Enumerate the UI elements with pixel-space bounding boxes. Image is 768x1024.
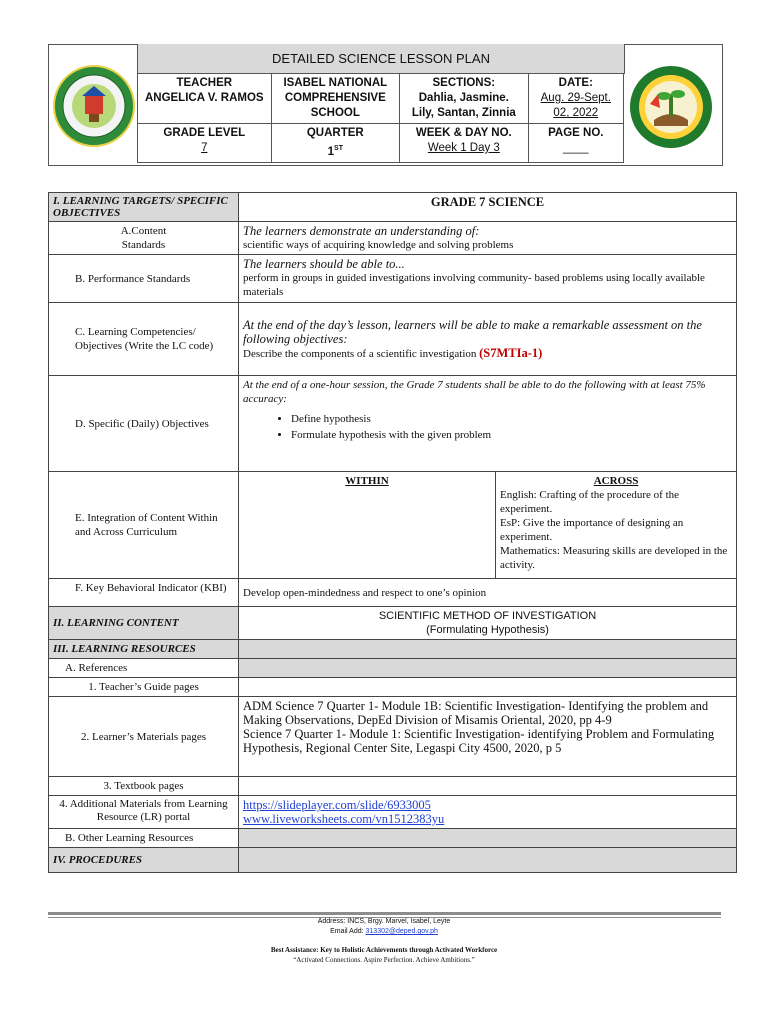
references-label: A. References xyxy=(49,659,239,678)
performance-intro: The learners should be able to... xyxy=(243,257,405,271)
lesson-plan-table xyxy=(48,192,737,873)
label-line: Standards xyxy=(121,239,166,251)
footer-address: Address: INCS, Brgy. Marvel, Isabel, Leyte xyxy=(317,918,451,925)
performance-standards-value xyxy=(239,255,737,303)
across-item: English: Crafting of the procedure of the experiment. xyxy=(500,489,680,515)
school-cell xyxy=(271,74,400,124)
specific-objectives-label: D. Specific (Daily) Objectives xyxy=(49,376,239,472)
page-cell xyxy=(528,124,623,163)
across-item: Mathematics: Measuring skills are developed in the activity. xyxy=(500,545,728,571)
page-label: PAGE NO. xyxy=(548,127,604,139)
school-line: SCHOOL xyxy=(310,107,360,119)
lc-code: (S7MTIa-1) xyxy=(479,345,543,360)
date-cell xyxy=(528,74,623,124)
quarter-cell xyxy=(271,124,400,163)
across-heading: ACROSS xyxy=(593,475,639,487)
list-item: • Formulate hypothesis with the given problem xyxy=(291,428,732,442)
learners-materials-value xyxy=(239,697,737,777)
learning-content-value xyxy=(239,607,737,640)
competencies-intro: At the end of the day’s lesson, learners will be able to make a remarkable assessment on the following objectives: xyxy=(243,317,702,346)
liveworksheets-link[interactable]: www.liveworksheets.com/vn1512383yu xyxy=(243,812,445,826)
week-cell xyxy=(400,124,529,163)
slideplayer-link[interactable]: https://slideplayer.com/slide/6933005 xyxy=(243,798,431,812)
header-info-grid xyxy=(137,73,624,163)
within-cell xyxy=(239,472,496,579)
sections-cell xyxy=(400,74,529,124)
sections-label: SECTIONS: xyxy=(432,77,496,89)
grade-level-value: 7 xyxy=(201,142,208,154)
teacher-name: ANGELICA V. RAMOS xyxy=(144,92,264,104)
footer-motto: Best Assistance: Key to Holistic Achievements through Activated Workforce xyxy=(270,946,498,954)
school-line: ISABEL NATIONAL xyxy=(283,77,388,89)
kbi-label: F. Key Behavioral Indicator (KBI) xyxy=(49,579,239,607)
page-value: ____ xyxy=(562,142,589,154)
learning-competencies-value xyxy=(239,303,737,376)
standards-text: scientific ways of acquiring knowledge and solving problems xyxy=(243,239,514,251)
other-resources-fill xyxy=(239,829,737,848)
performance-text: perform in groups in guided investigations involving community- based problems using locally available materials xyxy=(243,272,705,298)
material-entry: Science 7 Quarter 1- Module 1: Scientific Investigation- identifying Problem and Formulating Hypothesis, Regional Center Site, Legaspi City 4500, 2020, p 5 xyxy=(243,727,715,755)
teacher-label: TEACHER xyxy=(176,77,233,89)
material-entry: ADM Science 7 Quarter 1- Module 1B: Scientific Investigation- Identifying the problem and Making Observations, DepEd Division of Misamis Oriental, 2020, pp 4-9 xyxy=(243,699,709,727)
within-heading: WITHIN xyxy=(345,475,389,487)
across-cell xyxy=(496,472,737,579)
grade-level-cell xyxy=(138,124,272,163)
date-value: Aug. 29-Sept. xyxy=(540,92,611,104)
content-title: SCIENTIFIC METHOD OF INVESTIGATION xyxy=(378,610,597,622)
sections-value: Dahlia, Jasmine. xyxy=(418,92,509,104)
label-line: A.Content xyxy=(120,225,167,237)
footer-tagline: “Activated Connections. Aspire Perfection. Achieve Ambitions.” xyxy=(293,956,475,964)
content-standards-label xyxy=(49,222,239,255)
kbi-value: Develop open-mindedness and respect to one’s opinion xyxy=(239,579,737,607)
school-seal-logo xyxy=(52,64,136,148)
teacher-cell xyxy=(138,74,272,124)
project-bakhaw-logo xyxy=(628,64,714,150)
additional-materials-label: 4. Additional Materials from Learning Resource (LR) portal xyxy=(49,796,239,829)
section-learning-content: II. LEARNING CONTENT xyxy=(49,607,239,640)
footer-rule xyxy=(48,912,721,915)
textbook-value xyxy=(239,777,737,796)
teachers-guide-label: 1. Teacher’s Guide pages xyxy=(49,678,239,697)
footer-email xyxy=(0,928,768,935)
email-label: Email Add: xyxy=(330,928,366,935)
standards-intro: The learners demonstrate an understanding of: xyxy=(243,224,480,238)
sections-value: Lily, Santan, Zinnia xyxy=(411,107,516,119)
section-learning-targets: I. LEARNING TARGETS/ SPECIFIC OBJECTIVES xyxy=(49,193,239,222)
procedures-fill xyxy=(239,848,737,873)
learners-materials-label: 2. Learner’s Materials pages xyxy=(49,697,239,777)
performance-standards-label: B. Performance Standards xyxy=(49,255,239,303)
section-procedures: IV. PROCEDURES xyxy=(49,848,239,873)
teachers-guide-value xyxy=(239,678,737,697)
list-item: • Define hypothesis xyxy=(291,412,732,426)
grade-level-label: GRADE LEVEL xyxy=(163,127,246,139)
content-subtitle: (Formulating Hypothesis) xyxy=(426,624,549,636)
specific-objectives-value xyxy=(239,376,737,472)
additional-materials-value xyxy=(239,796,737,829)
integration-label: E. Integration of Content Within and Across Curriculum xyxy=(49,472,239,579)
quarter-sup: ST xyxy=(334,145,343,152)
across-item: EsP: Give the importance of designing an experiment. xyxy=(500,517,684,543)
objectives-intro: At the end of a one-hour session, the Grade 7 students shall be able to do the following with at least 75% accuracy: xyxy=(243,379,706,405)
week-label: WEEK & DAY NO. xyxy=(415,127,512,139)
section-learning-resources: III. LEARNING RESOURCES xyxy=(49,640,239,659)
date-label: DATE: xyxy=(558,77,593,89)
school-line: COMPREHENSIVE xyxy=(284,92,386,104)
grade-science-heading: GRADE 7 SCIENCE xyxy=(239,193,737,222)
references-fill xyxy=(239,659,737,678)
competencies-text: Describe the components of a scientific investigation xyxy=(243,347,480,360)
section-fill xyxy=(239,640,737,659)
date-value: 02, 2022 xyxy=(553,107,599,119)
quarter-label: QUARTER xyxy=(306,127,364,139)
textbook-label: 3. Textbook pages xyxy=(49,777,239,796)
quarter-value: 1 xyxy=(327,145,335,158)
email-link[interactable]: 313302@deped.gov.ph xyxy=(365,928,438,935)
objectives-list xyxy=(243,412,732,442)
other-resources-label: B. Other Learning Resources xyxy=(49,829,239,848)
learning-competencies-label: C. Learning Competencies/ Objectives (Write the LC code) xyxy=(49,303,239,376)
page-title: DETAILED SCIENCE LESSON PLAN xyxy=(137,44,625,74)
content-standards-value xyxy=(239,222,737,255)
week-value: Week 1 Day 3 xyxy=(427,142,500,154)
